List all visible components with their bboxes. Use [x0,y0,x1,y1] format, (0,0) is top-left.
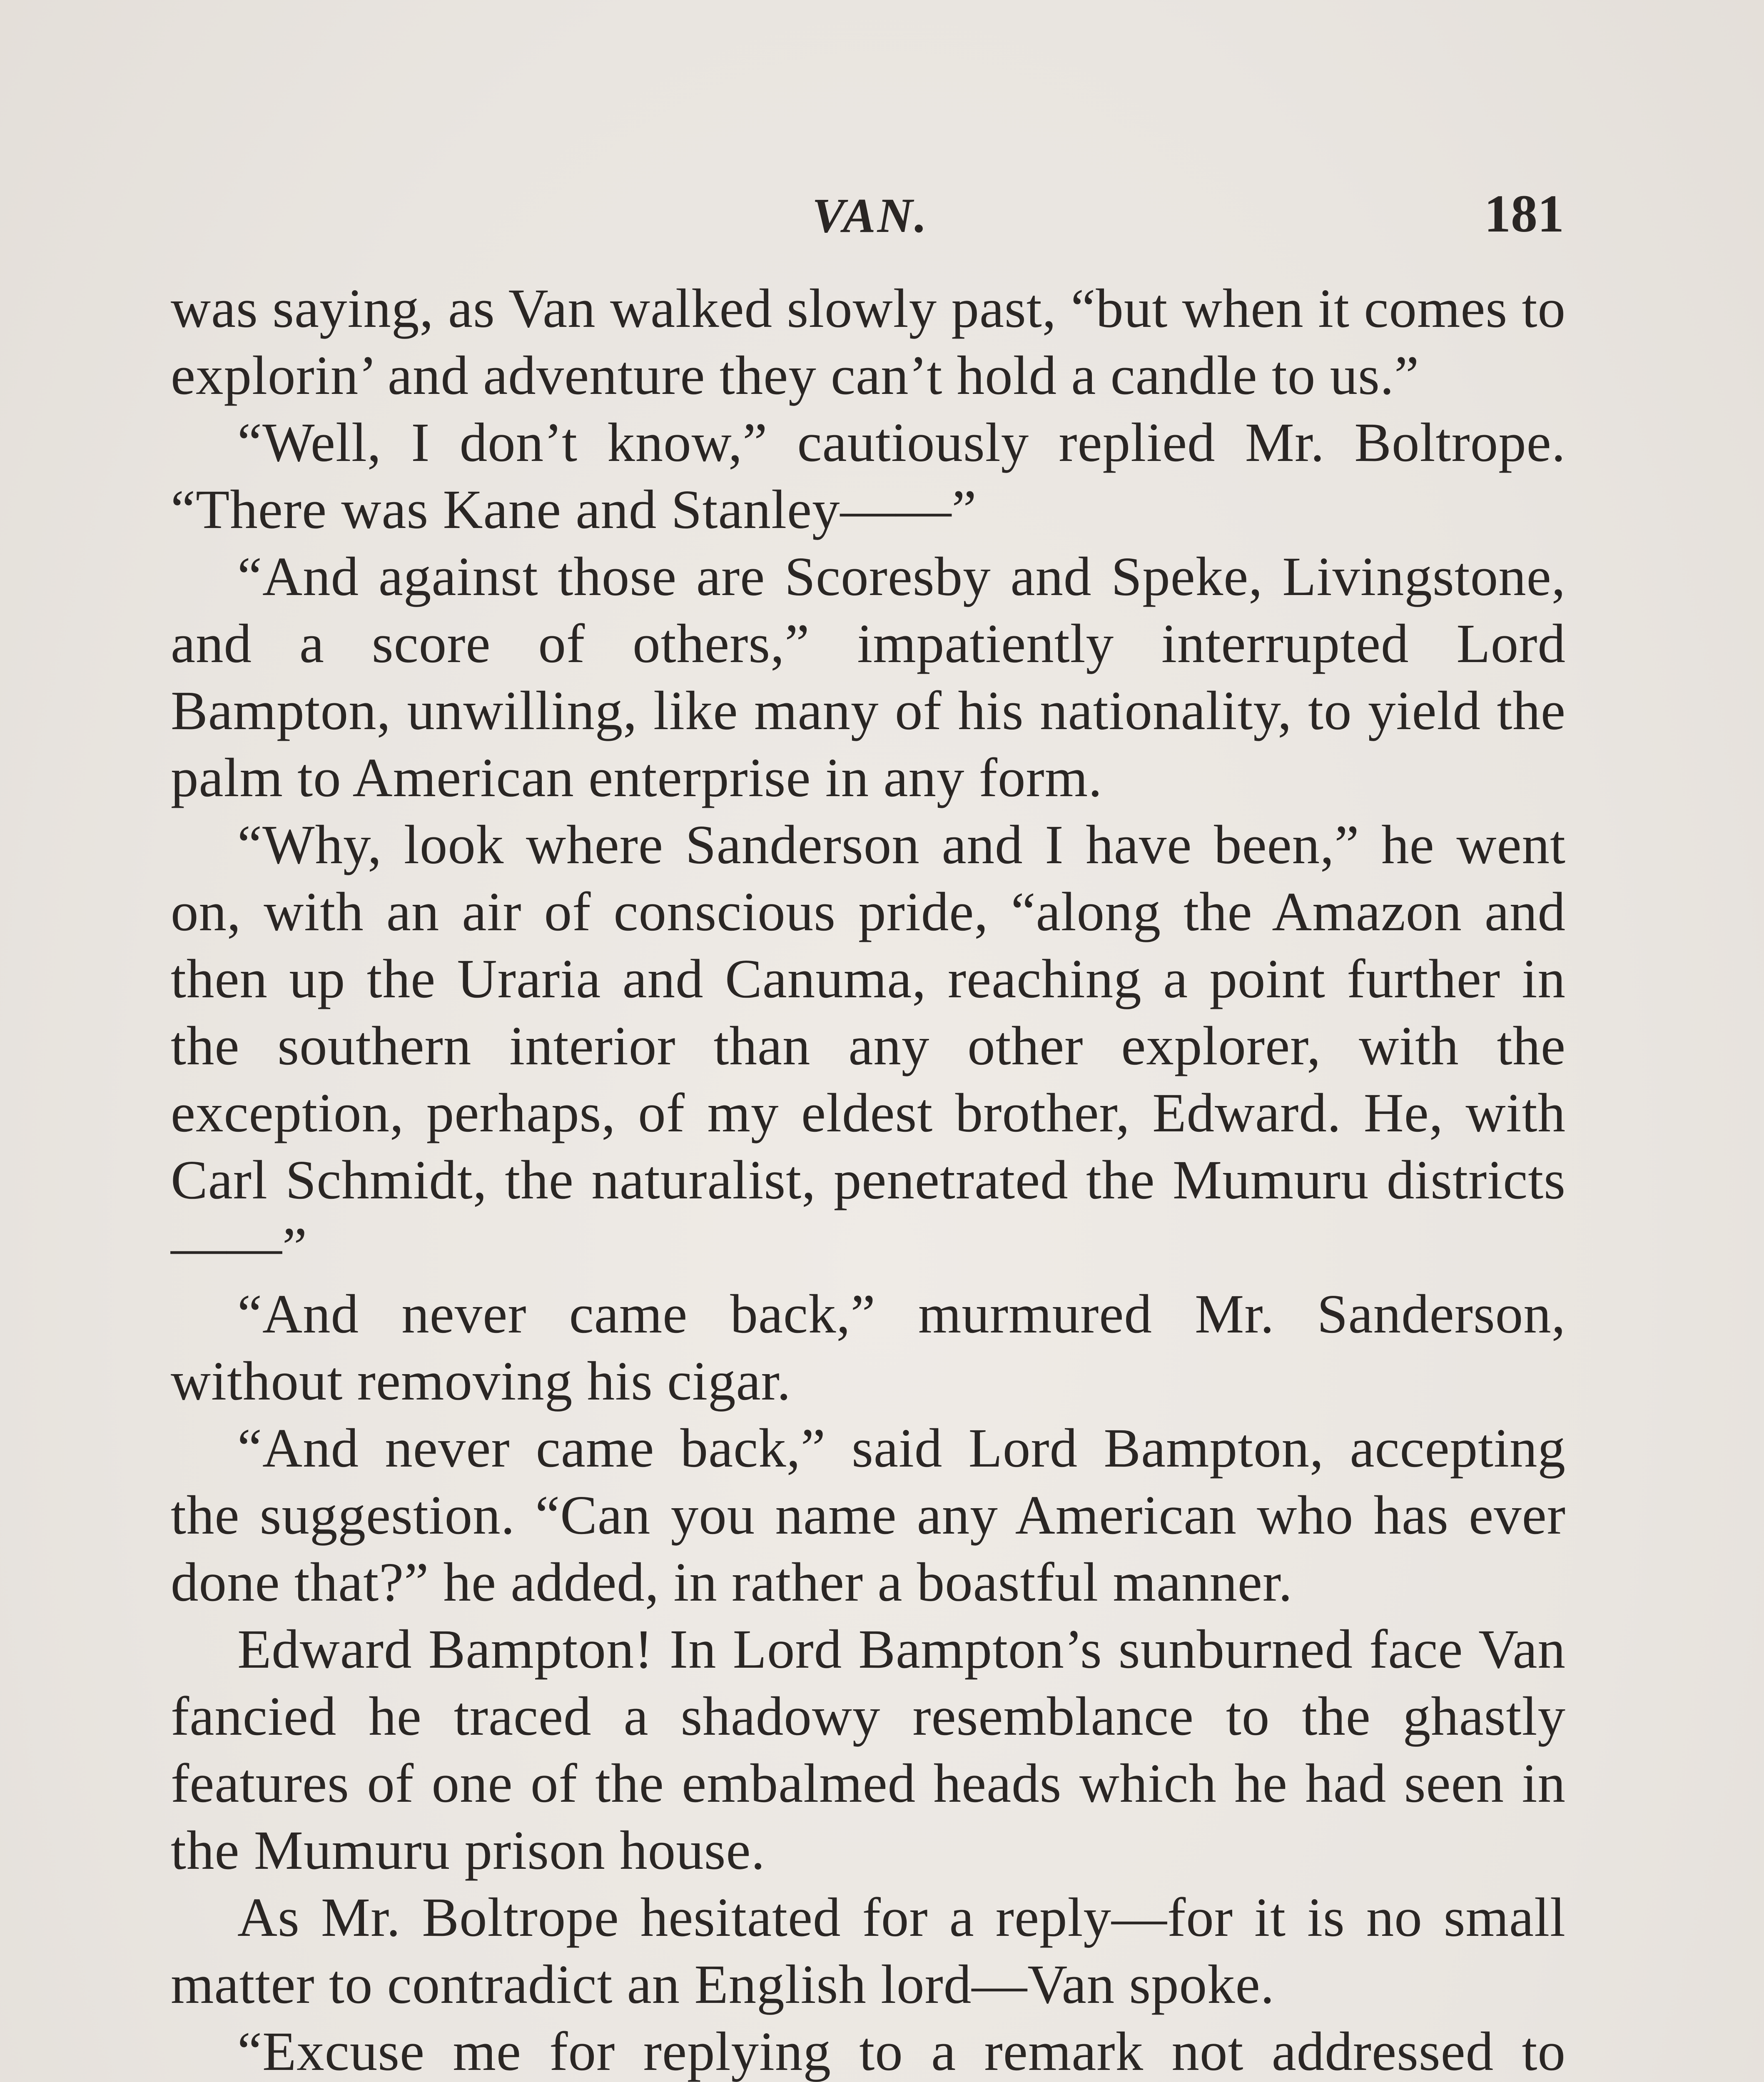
paragraph-9: “Excuse me for replying to a remark not addressed to [237,2020,1566,2082]
body-text [171,275,1566,2082]
running-title: VAN. [812,188,929,243]
paragraph-3: “And against those are Scoresby and Speke, Livingstone, and a score of others,” impatiently interrupted Lord Bampton, unwilling, like many of his nationality, to yield the palm to American enterprise in any form. [171,545,1566,808]
paragraph-4: “Why, look where Sanderson and I have been,” he went on, with an air of conscious pride, “along the Amazon and then up the Uraria and Canuma, reaching a point further in the southern interior than any other explorer, with the exception, perhaps, of my eldest brother, Edward. He, with Carl Schmidt, the naturalist, penetrated the Mumuru districts——” [171,814,1566,1278]
paragraph-5: “And never came back,” murmured Mr. Sanderson, without removing his cigar. [171,1283,1566,1412]
paragraph-2: “Well, I don’t know,” cautiously replied Mr. Boltrope. “There was Kane and Stanley——” [171,411,1566,540]
running-head [0,175,1764,242]
paragraph-6: “And never came back,” said Lord Bampton, accepting the suggestion. “Can you name any American who has ever done that?” he added, in rather a boastful manner. [171,1417,1566,1613]
paragraph-7: Edward Bampton! In Lord Bampton’s sunburned face Van fancied he traced a shadowy resemblance to the ghastly features of one of the embalmed heads which he had seen in the Mumuru prison house. [171,1618,1566,1881]
page-number: 181 [1484,184,1564,243]
paragraph-1: was saying, as Van walked slowly past, “but when it comes to explorin’ and adventure they can’t hold a candle to us.” [171,277,1566,406]
paragraph-8: As Mr. Boltrope hesitated for a reply—for it is no small matter to contradict an English lord—Van spoke. [171,1886,1566,2015]
